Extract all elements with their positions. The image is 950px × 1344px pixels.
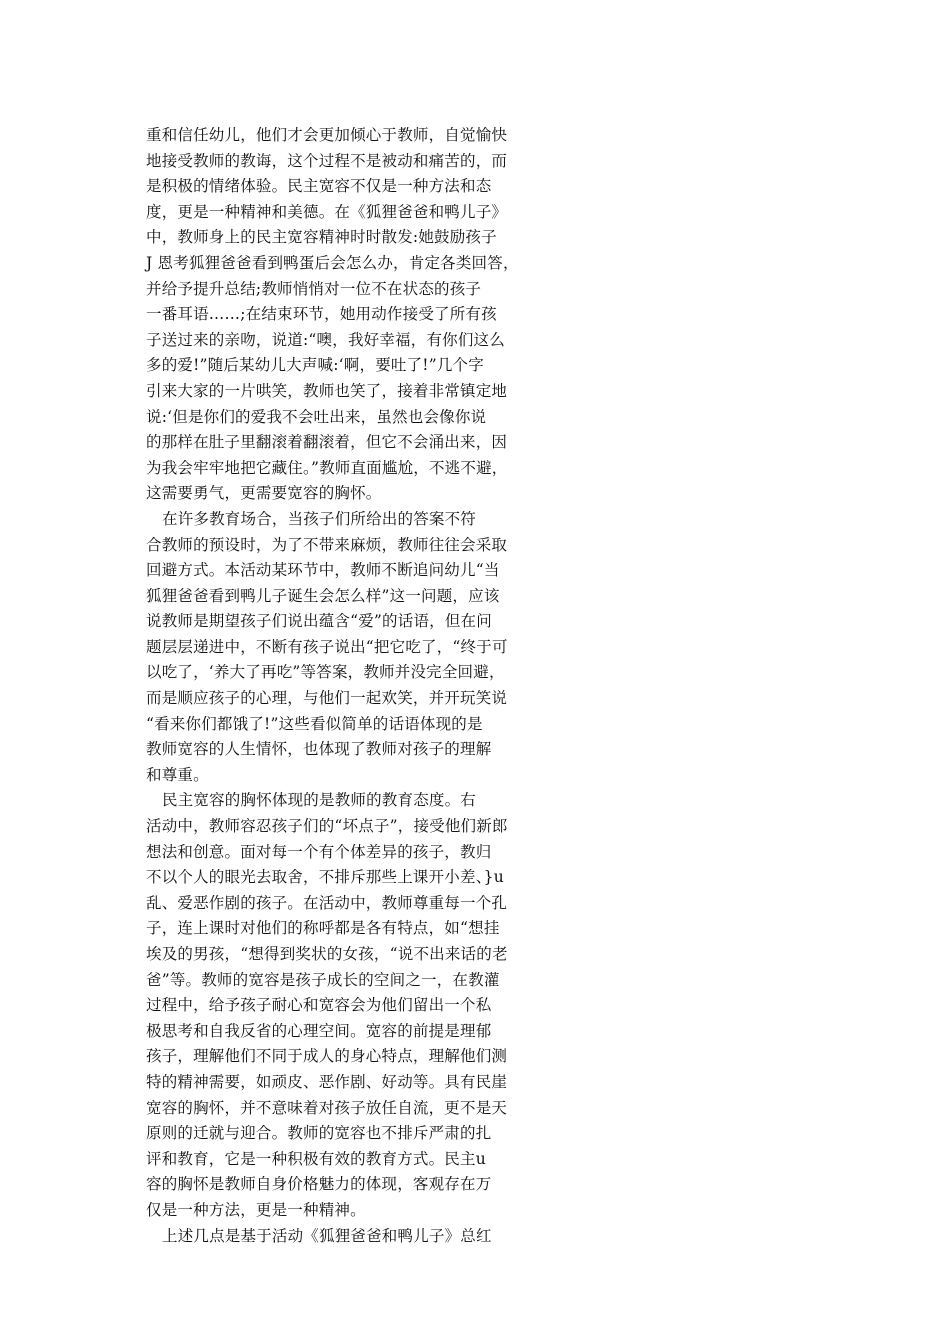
text-line: 地接受教师的教诲，这个过程不是被动和痛苦的，而 [146, 151, 508, 170]
text-line: 多的爱!”随后某幼儿大声喊:‘啊，要吐了!”几个字 [146, 356, 484, 375]
paragraph-start-line: 上述几点是基于活动《狐狸爸爸和鸭儿子》总红 [162, 1226, 492, 1245]
text-line: 一番耳语……;在结束环节，她用动作接受了所有孩 [146, 305, 497, 324]
text-line: 这需要勇气，更需要宽容的胸怀。 [146, 484, 382, 503]
paragraph-start-line: 民主宽容的胸怀体现的是教师的教育态度。右 [162, 791, 477, 810]
text-line: 和尊重。 [146, 765, 209, 784]
text-line: 以吃了，‘养大了再吃”等答案，教师并没完全回避， [146, 663, 505, 682]
text-line: 爸”等。教师的宽容是孩子成长的空间之一，在教灌 [146, 970, 500, 989]
body-text [146, 123, 556, 1249]
text-line: 埃及的男孩，“想得到奖状的女孩，“说不出来话的老 [146, 945, 508, 963]
text-line: 宽容的胸怀，并不意味着对孩子放任自流，更不是天 [146, 1098, 508, 1117]
text-line: 是积极的情绪体验。民主宽容不仅是一种方法和态 [146, 177, 492, 196]
text-line: 子送过来的亲吻，说道:“噢，我好幸福，有你们这么 [146, 330, 505, 349]
text-line: 想法和创意。面对每一个有个体差异的孩子，教归 [146, 842, 492, 861]
text-line: 度，更是一种精神和美德。在《狐狸爸爸和鸭儿子》 [146, 202, 508, 221]
text-line: J 恩考狐狸爸爸看到鸭蛋后会怎么办，肯定各类回答， [146, 253, 519, 272]
text-line: 为我会牢牢地把它藏住。”教师直面尴尬，不逃不避， [146, 458, 508, 477]
text-line: 题层层递进中，不断有孩子说出“把它吃了，“终于可 [146, 637, 508, 656]
text-line: 容的胸怀是教师自身价格魅力的体现，客观存在万 [146, 1175, 492, 1194]
paragraph-start-line: 在许多教育场合，当孩子们所给出的答案不符 [162, 509, 477, 528]
text-line: 特的精神需要，如顽皮、恶作剧、好动等。具有民崖 [146, 1072, 508, 1091]
text-line: 并给予提升总结;教师悄悄对一位不在状态的孩子 [146, 279, 482, 298]
text-line: 说:‘但是你们的爱我不会吐出来，虽然也会像你说 [146, 407, 487, 426]
text-line: 的那样在肚子里翻滚着翻滚着，但它不会涌出来，因 [146, 433, 508, 452]
text-line: 中，教师身上的民主宽容精神时时散发:她鼓励孩子 [146, 228, 497, 247]
text-line: 原则的迁就与迎合。教师的宽容也不排斥严肃的扎 [146, 1124, 492, 1143]
text-line: 而是顺应孩子的心理，与他们一起欢笑，并开玩笑说 [146, 689, 508, 708]
text-line: 说教师是期望孩子们说出蕴含“爱”的话语，但在问 [146, 612, 492, 631]
text-line: 乱、爱恶作剧的孩子。在活动中，教师尊重每一个孔 [146, 893, 508, 912]
text-line: 合教师的预设时，为了不带来麻烦，教师往往会采取 [146, 535, 508, 554]
text-line: 孩子，理解他们不同于成人的身心特点，理解他们测 [146, 1047, 508, 1066]
text-line: 引来大家的一片哄笑，教师也笑了，接着非常镇定地 [146, 381, 508, 400]
text-line: 评和教育，它是一种积极有效的教育方式。民主u [146, 1149, 486, 1168]
text-line: 过程中，给予孩子耐心和宽容会为他们留出一个私 [146, 996, 492, 1015]
text-line: 活动中，教师容忍孩子们的“坏点子”，接受他们新郎 [146, 817, 508, 836]
text-line: “看来你们都饿了!”这些看似简单的话语体现的是 [146, 714, 483, 733]
text-line: 重和信任幼儿，他们才会更加倾心于教师，自觉愉快 [146, 126, 508, 144]
text-line: 子，连上课时对他们的称呼都是各有特点，如“想挂 [146, 919, 500, 938]
text-line: 回避方式。本活动某环节中，教师不断追问幼儿“当 [146, 561, 500, 580]
text-line: 仅是一种方法，更是一种精神。 [146, 1200, 366, 1219]
text-line: 教师宽容的人生情怀，也体现了教师对孩子的理解 [146, 740, 492, 759]
text-line: 狐狸爸爸看到鸭儿子诞生会怎么样”这一问题，应该 [146, 586, 500, 605]
text-line: 极思考和自我反省的心理空间。宽容的前提是理郁 [146, 1021, 492, 1040]
text-line: 不以个人的眼光去取舍，不排斥那些上课开小差、}u [146, 868, 504, 887]
